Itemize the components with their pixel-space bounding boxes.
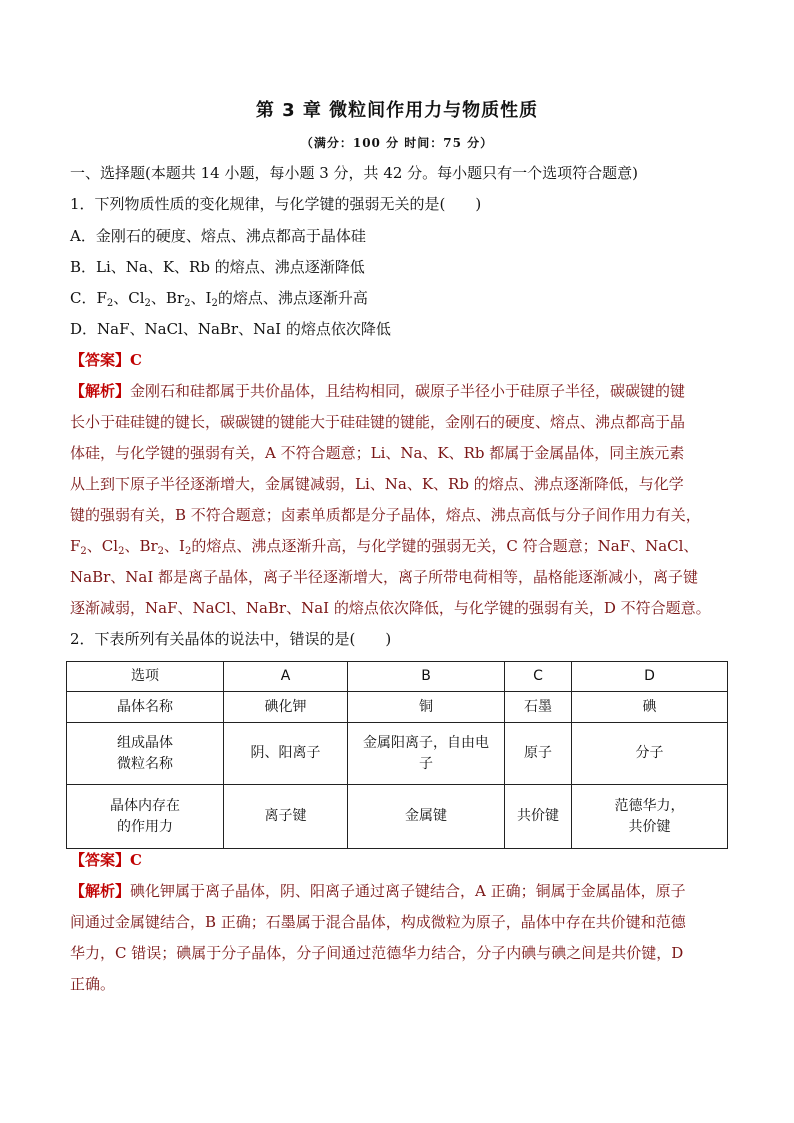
- question-1-analysis-line: 键的强弱有关，B 不符合题意；卤素单质都是分子晶体，熔点、沸点高低与分子间作用力有关，: [70, 506, 701, 524]
- question-2-answer: 【答案】C: [70, 851, 142, 869]
- question-1-analysis-line: 长小于硅硅键的键长，碳碳键的键能大于硅硅键的键能，金刚石的硬度、熔点、沸点都高于晶: [70, 413, 686, 431]
- table-cell: 离子键: [224, 785, 348, 849]
- question-1-analysis-line: 从上到下原子半径逐渐增大，金属键减弱，Li、Na、K、Rb 的熔点、沸点逐渐降低，与化学: [70, 475, 684, 493]
- question-1-analysis-line: 逐渐减弱，NaF、NaCl、NaBr、NaI 的熔点依次降低，与化学键的强弱有关，D 不符合题意。: [70, 599, 711, 617]
- question-1-option-a: A．金刚石的硬度、熔点、沸点都高于晶体硅: [70, 227, 366, 245]
- table-row: [67, 785, 728, 849]
- crystal-table: [66, 661, 728, 849]
- exam-info: （满分：100 分 时间：75 分）: [300, 136, 494, 150]
- table-header-cell: A: [224, 662, 348, 692]
- table-cell: 金属阳离子，自由电 子: [348, 723, 505, 785]
- table-cell: 共价键: [505, 785, 572, 849]
- table-cell: 金属键: [348, 785, 505, 849]
- question-1-stem: 1．下列物质性质的变化规律，与化学键的强弱无关的是( ): [70, 195, 482, 213]
- table-cell: 分子: [572, 723, 728, 785]
- table-cell: 铜: [348, 692, 505, 723]
- table-cell: 晶体名称: [67, 692, 224, 723]
- page-title: 第 3 章 微粒间作用力与物质性质: [255, 100, 539, 121]
- table-header-cell: 选项: [67, 662, 224, 692]
- question-1-analysis-line: NaBr、NaI 都是离子晶体，离子半径逐渐增大，离子所带电荷相等，晶格能逐渐减小，离子键: [70, 568, 699, 586]
- question-1-answer: 【答案】C: [70, 351, 142, 369]
- question-2-analysis-line: 【解析】碘化钾属于离子晶体，阴、阳离子通过离子键结合，A 正确；铜属于金属晶体，原子: [70, 882, 686, 900]
- table-cell: 石墨: [505, 692, 572, 723]
- question-2-analysis-line: 间通过金属键结合，B 正确；石墨属于混合晶体，构成微粒为原子，晶体中存在共价键和范德: [70, 913, 686, 931]
- question-1-analysis-line: 【解析】金刚石和硅都属于共价晶体，且结构相同，碳原子半径小于硅原子半径，碳碳键的键: [70, 382, 686, 400]
- table-cell: 原子: [505, 723, 572, 785]
- question-1-analysis-line: 体硅，与化学键的强弱有关，A 不符合题意；Li、Na、K、Rb 都属于金属晶体，同主族元素: [70, 444, 685, 462]
- question-1-option-d: D．NaF、NaCl、NaBr、NaI 的熔点依次降低: [70, 320, 391, 338]
- table-header-row: [67, 662, 728, 692]
- question-1-option-b: B．Li、Na、K、Rb 的熔点、沸点逐渐降低: [70, 258, 365, 276]
- table-header-cell: C: [505, 662, 572, 692]
- table-cell: 组成晶体 微粒名称: [67, 723, 224, 785]
- table-cell: 范德华力， 共价键: [572, 785, 728, 849]
- table-header-cell: D: [572, 662, 728, 692]
- table-row: [67, 723, 728, 785]
- question-2-stem: 2．下表所列有关晶体的说法中，错误的是( ): [70, 630, 392, 648]
- question-2-analysis-line: 华力，C 错误；碘属于分子晶体，分子间通过范德华力结合，分子内碘与碘之间是共价键，D: [70, 944, 684, 962]
- table-cell: 碘化钾: [224, 692, 348, 723]
- question-2-analysis-line: 正确。: [70, 975, 116, 993]
- table-header-cell: B: [348, 662, 505, 692]
- question-1-analysis-line: $F_2$、$Cl_2$、$Br_2$、$I_2$的熔点、沸点逐渐升高，与化学键的强弱无关，C 符合题意；NaF、NaCl、: [70, 537, 699, 557]
- table-row: [67, 692, 728, 723]
- question-1-option-c: C．$F_2$、$Cl_2$、$Br_2$、$I_2$的熔点、沸点逐渐升高: [70, 289, 368, 309]
- section-heading: 一、选择题(本题共 14 小题，每小题 3 分，共 42 分。每小题只有一个选项符合题意): [70, 164, 639, 182]
- table-cell: 碘: [572, 692, 728, 723]
- table-cell: 晶体内存在 的作用力: [67, 785, 224, 849]
- table-cell: 阴、阳离子: [224, 723, 348, 785]
